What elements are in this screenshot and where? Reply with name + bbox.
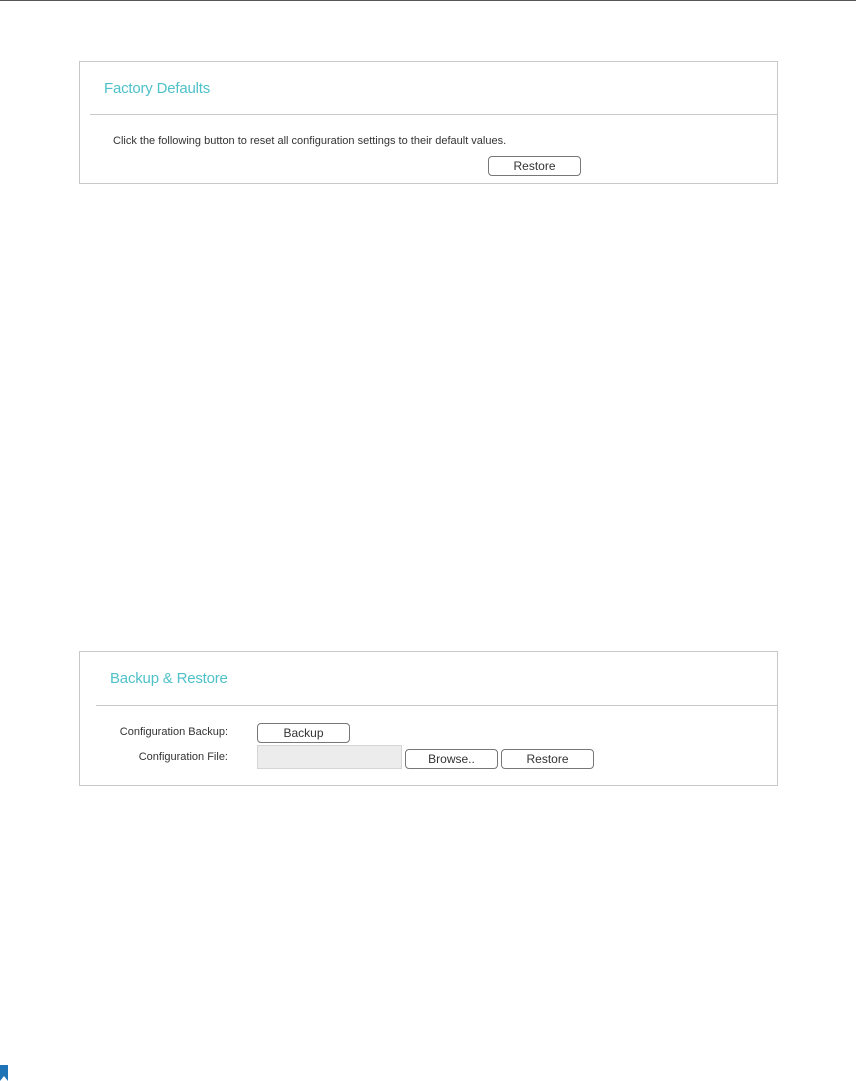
backup-restore-divider xyxy=(96,705,778,706)
backup-restore-title: Backup & Restore xyxy=(110,670,228,687)
browse-button[interactable]: Browse.. xyxy=(405,749,498,769)
backup-restore-panel xyxy=(79,651,778,786)
restore-file-button[interactable]: Restore xyxy=(501,749,594,769)
factory-defaults-panel xyxy=(79,61,778,184)
factory-defaults-divider xyxy=(90,114,778,115)
factory-defaults-description: Click the following button to reset all configuration settings to their default values. xyxy=(113,135,507,147)
config-file-input[interactable] xyxy=(257,745,402,769)
bookmark-icon xyxy=(0,1065,8,1081)
backup-button[interactable]: Backup xyxy=(257,723,350,743)
config-file-label: Configuration File: xyxy=(138,751,228,763)
config-backup-label: Configuration Backup: xyxy=(119,726,228,738)
factory-defaults-title: Factory Defaults xyxy=(104,80,211,97)
top-rule xyxy=(0,0,856,1)
factory-restore-button[interactable]: Restore xyxy=(488,156,581,176)
